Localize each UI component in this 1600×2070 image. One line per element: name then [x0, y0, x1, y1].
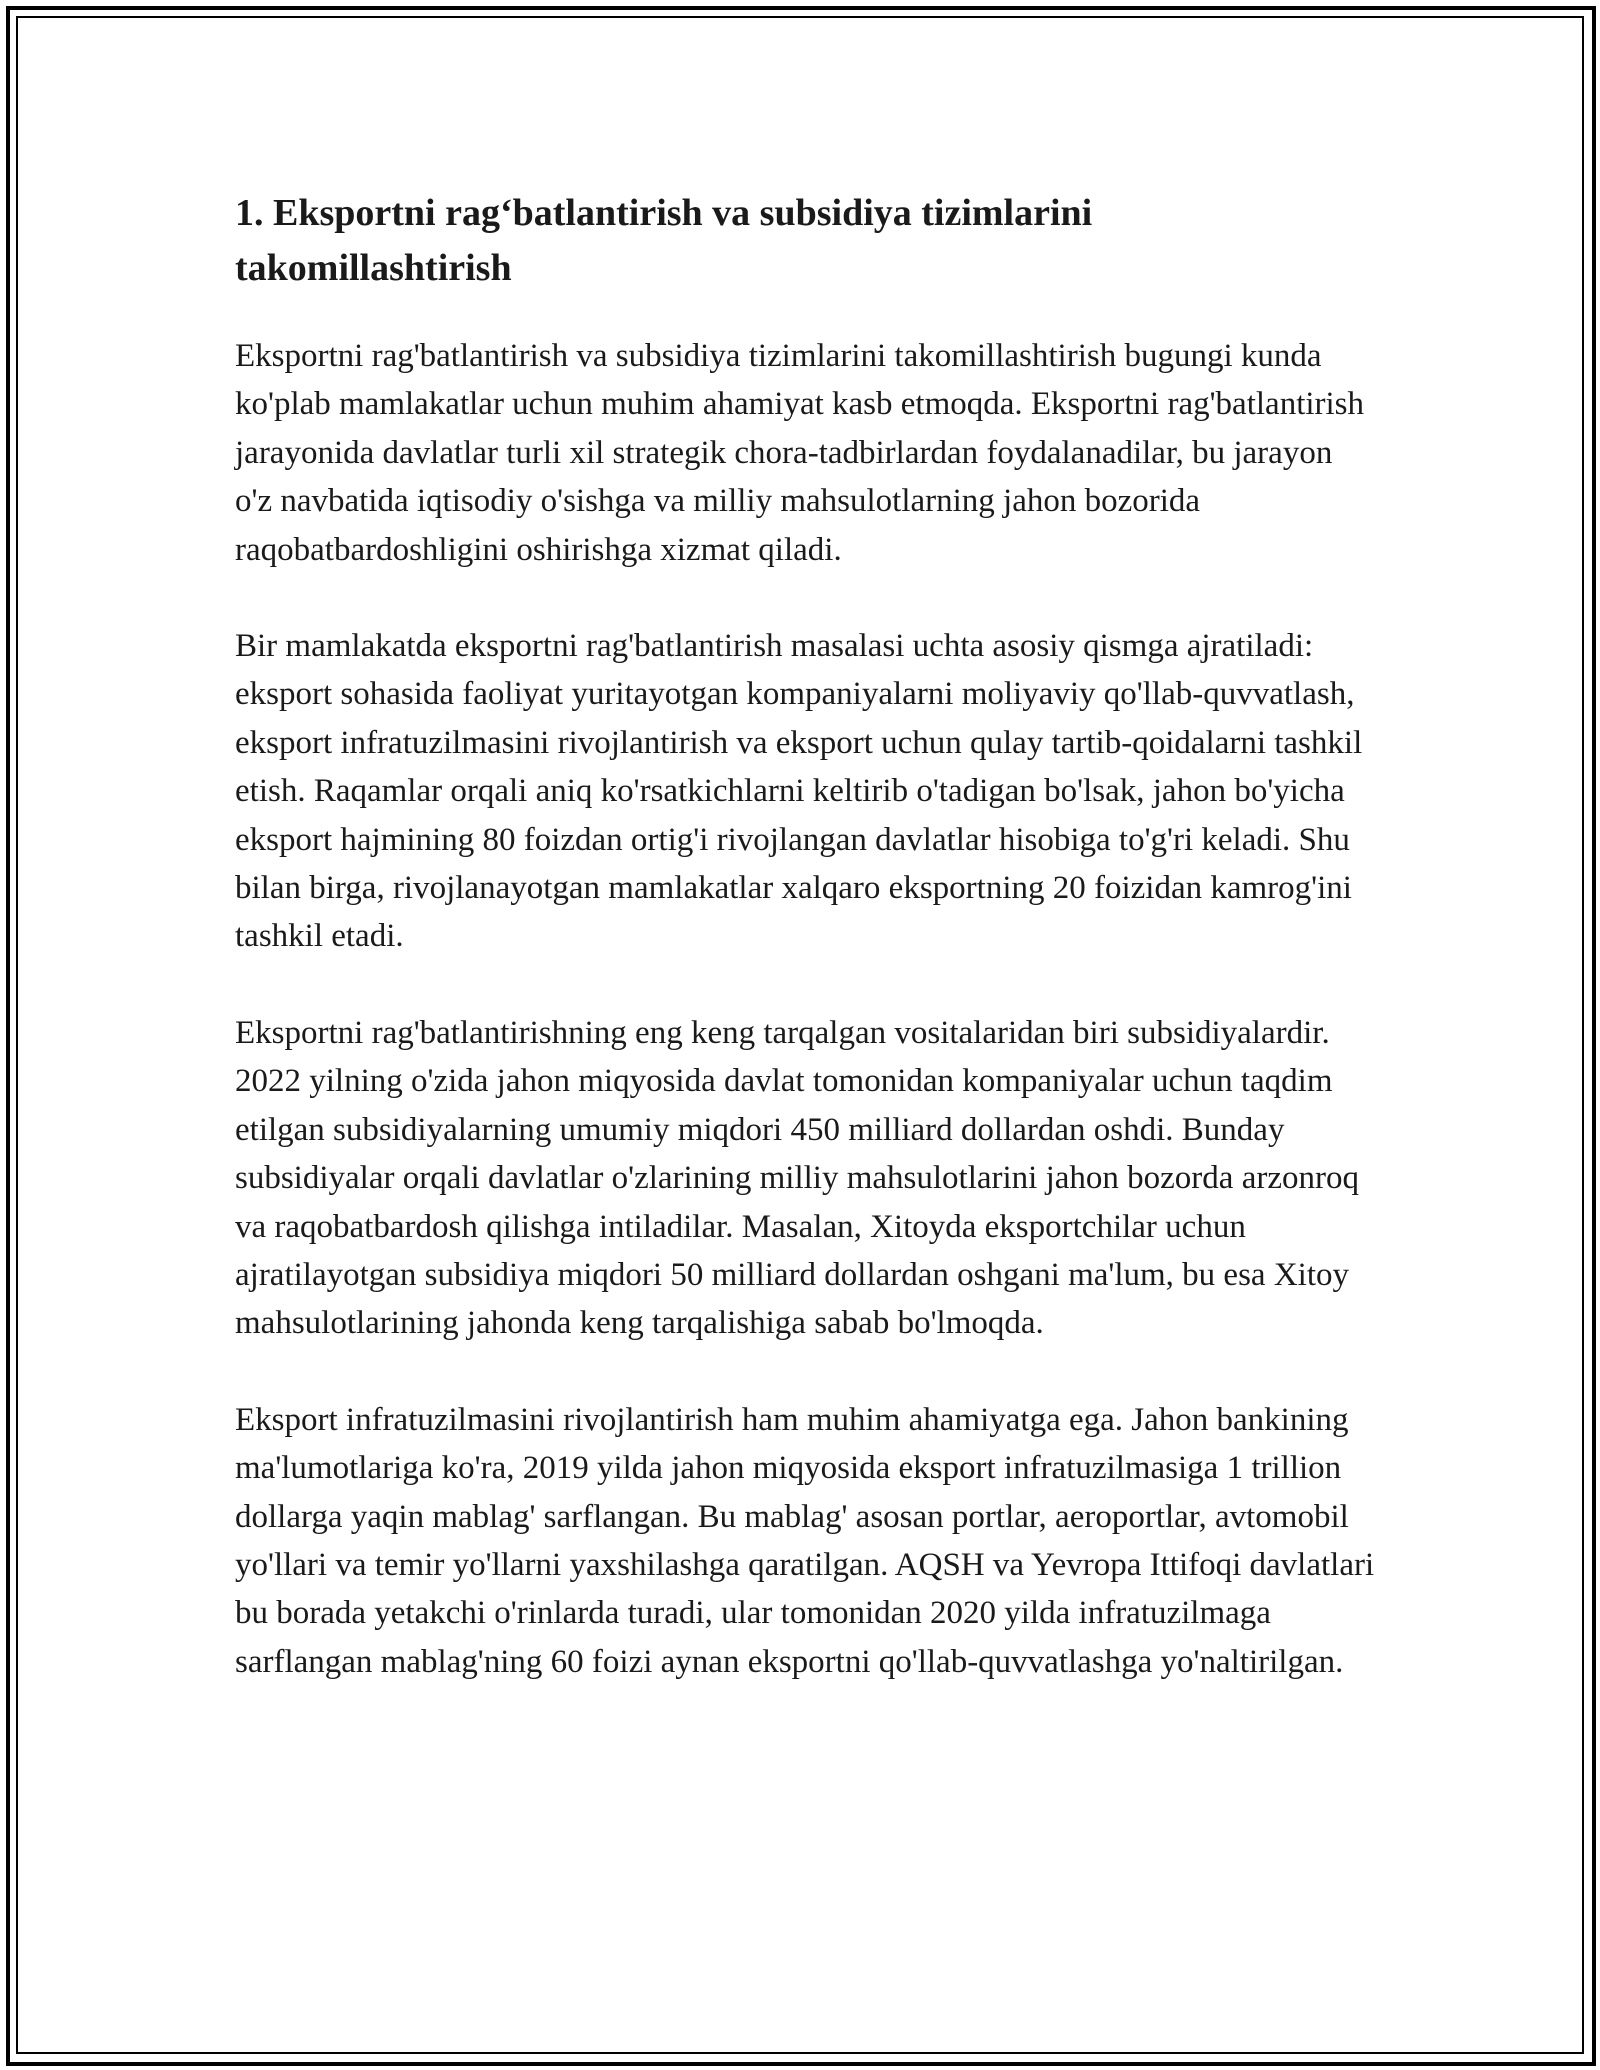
paragraph-infrastructure: Eksport infratuzilmasini rivojlantirish ham muhim ahamiyatga ega. Jahon bankining ma'lumotlariga ko'ra, 2019 yilda jahon miqyosida eksport infratuzilmasiga 1 trillion dollarga yaqin mablag' sarflangan. Bu mablag' asosan portlar, aeroportlar, avtomobil yo'llari va temir yo'llarni yaxshilashga qaratilgan. AQSH va Yevropa Ittifoqi davlatlari bu borada yetakchi o'rinlarda turadi, ular tomonidan 2020 yilda infratuzilmaga sarflangan mablag'ning 60 foizi aynan eksportni qo'llab-quvvatlashga yo'naltirilgan.	[235, 1401, 1375, 1680]
paragraph-subsidies: Eksportni rag'batlantirishning eng keng tarqalgan vositalaridan biri subsidiyalardir. 2022 yilning o'zida jahon miqyosida davlat tomonidan kompaniyalar uchun taqdim etilgan subsidiyalarning umumiy miqdori 450 milliard dollardan oshdi. Bunday subsidiyalar orqali davlatlar o'zlarining milliy mahsulotlarini jahon bozorda arzonroq va raqobatbardosh qilishga intiladilar. Masalan, Xitoyda eksportchilar uchun ajratilayotgan subsidiya miqdori 50 milliard dollardan oshgani ma'lum, bu esa Xitoy mahsulotlarining jahonda keng tarqalishiga sabab bo'lmoqda.	[235, 1014, 1359, 1342]
paragraph-intro: Eksportni rag'batlantirish va subsidiya tizimlarini takomillashtirish bugungi kunda ko'plab mamlakatlar uchun muhim ahamiyat kasb etmoqda. Eksportni rag'batlantirish jarayonida davlatlar turli xil strategik chora-tadbirlardan foydalanadilar, bu jarayon o'z navbatida iqtisodiy o'sishga va milliy mahsulotlarning jahon bozorida raqobatbardoshligini oshirishga xizmat qiladi.	[235, 338, 1365, 568]
document-body	[235, 186, 1375, 1734]
section-heading: 1. Eksportni rag‘batlantirish va subsidiya tizimlarini takomillashtirish	[235, 192, 1093, 289]
paragraph-export-structure: Bir mamlakatda eksportni rag'batlantirish masalasi uchta asosiy qismga ajratiladi: eksport sohasida faoliyat yuritayotgan kompaniyalarni moliyaviy qo'llab-quvvatlash, eksport infratuzilmasini rivojlantirish va eksport uchun qulay tartib-qoidalarni tashkil etish. Raqamlar orqali aniq ko'rsatkichlarni keltirib o'tadigan bo'lsak, jahon bo'yicha eksport hajmining 80 foizdan ortig'i rivojlangan davlatlar hisobiga to'g'ri keladi. Shu bilan birga, rivojlanayotgan mamlakatlar xalqaro eksportning 20 foizidan kamrog'ini tashkil etadi.	[235, 628, 1363, 955]
